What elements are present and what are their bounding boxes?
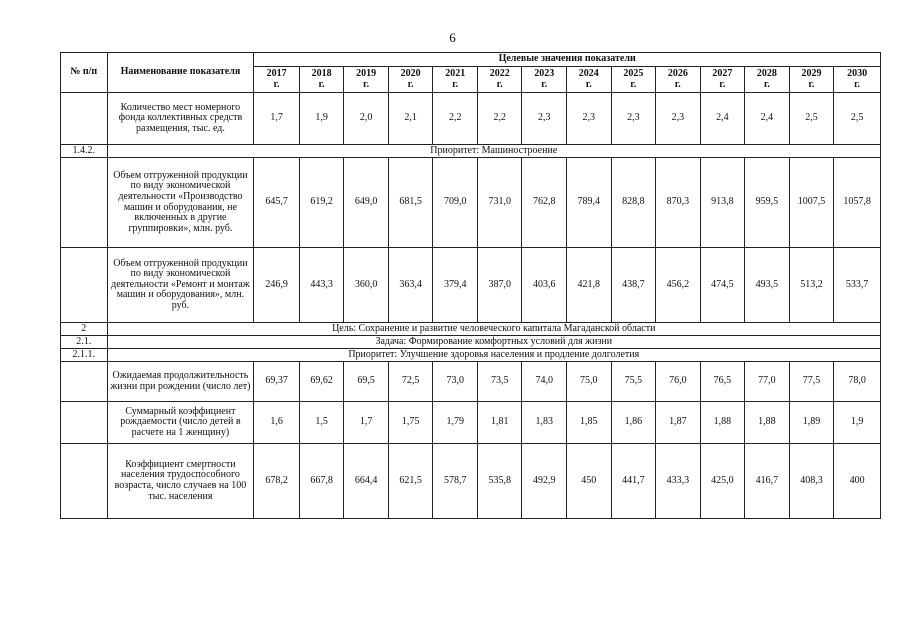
header-year-2018 [299,67,344,93]
value-cell-2020: 621,5 [388,444,433,519]
header-year-label: 2022 [489,67,510,79]
header-year-2027 [700,67,745,93]
value-cell-2020: 72,5 [388,362,433,402]
header-year-label: 2028 [756,67,777,79]
value-cell-2017: 69,37 [254,362,300,402]
value-cell-2020: 363,4 [388,248,433,323]
indicator-name: Ожидаемая продолжительность жизни при рождении (число лет) [107,362,254,402]
row-number [61,93,108,145]
row-number [61,402,108,444]
indicator-row [61,402,881,444]
value-cell-2019: 649,0 [344,158,389,248]
value-cell-2028: 493,5 [745,248,790,323]
row-number [61,362,108,402]
value-cell-2027: 425,0 [700,444,745,519]
value-cell-2023: 403,6 [522,248,567,323]
value-cell-2021: 709,0 [433,158,478,248]
header-year-suffix: г. [318,78,325,90]
value-cell-2020: 681,5 [388,158,433,248]
value-cell-2018: 69,62 [299,362,344,402]
value-cell-2018: 619,2 [299,158,344,248]
header-year-suffix: г. [452,78,459,90]
value-cell-2023: 74,0 [522,362,567,402]
value-cell-2021: 578,7 [433,444,478,519]
value-cell-2030: 1,9 [834,402,881,444]
value-cell-2017: 678,2 [254,444,300,519]
value-cell-2025: 828,8 [611,158,656,248]
header-year-2030 [834,67,881,93]
value-cell-2029: 408,3 [789,444,834,519]
value-cell-2027: 474,5 [700,248,745,323]
row-number: 2 [61,323,108,336]
indicator-name: Объем отгруженной продукции по виду экономической деятельности «Производство машин и оборудования, не включенных в другие группировки», млн. руб. [107,158,254,248]
value-cell-2030: 1057,8 [834,158,881,248]
value-cell-2021: 73,0 [433,362,478,402]
header-year-2022 [477,67,522,93]
value-cell-2024: 450 [567,444,612,519]
indicator-name: Объем отгруженной продукции по виду экономической деятельности «Ремонт и монтаж машин и оборудования», млн. руб. [107,248,254,323]
value-cell-2030: 400 [834,444,881,519]
section-row [61,336,881,349]
header-targets-title: Целевые значения показатели [254,53,881,67]
value-cell-2020: 2,1 [388,93,433,145]
header-year-2021 [433,67,478,93]
header-year-label: 2029 [801,67,822,79]
value-cell-2019: 69,5 [344,362,389,402]
indicator-name: Коэффициент смертности населения трудоспособного возраста, число случаев на 100 тыс. населения [107,444,254,519]
header-year-suffix: г. [273,78,280,90]
value-cell-2023: 492,9 [522,444,567,519]
header-year-label: 2025 [623,67,644,79]
section-title: Задача: Формирование комфортных условий для жизни [107,336,880,349]
value-cell-2024: 75,0 [567,362,612,402]
value-cell-2029: 513,2 [789,248,834,323]
header-year-suffix: г. [496,78,503,90]
value-cell-2022: 1,81 [477,402,522,444]
value-cell-2029: 1007,5 [789,158,834,248]
value-cell-2026: 2,3 [656,93,701,145]
value-cell-2018: 443,3 [299,248,344,323]
value-cell-2028: 959,5 [745,158,790,248]
indicator-name: Количество мест номерного фонда коллективных средств размещения, тыс. ед. [107,93,254,145]
value-cell-2026: 433,3 [656,444,701,519]
header-year-2020 [388,67,433,93]
value-cell-2023: 762,8 [522,158,567,248]
value-cell-2028: 1,88 [745,402,790,444]
header-year-label: 2027 [712,67,733,79]
section-row [61,349,881,362]
value-cell-2028: 77,0 [745,362,790,402]
row-number [61,444,108,519]
value-cell-2019: 360,0 [344,248,389,323]
row-number: 2.1.1. [61,349,108,362]
header-year-suffix: г. [719,78,726,90]
value-cell-2030: 78,0 [834,362,881,402]
value-cell-2024: 421,8 [567,248,612,323]
value-cell-2030: 533,7 [834,248,881,323]
value-cell-2027: 1,88 [700,402,745,444]
value-cell-2023: 1,83 [522,402,567,444]
header-year-suffix: г. [407,78,414,90]
value-cell-2024: 1,85 [567,402,612,444]
section-row [61,145,881,158]
header-year-label: 2026 [667,67,688,79]
value-cell-2018: 667,8 [299,444,344,519]
section-title: Приоритет: Улучшение здоровья населения и продление долголетия [107,349,880,362]
value-cell-2021: 1,79 [433,402,478,444]
section-title: Приоритет: Машиностроение [107,145,880,158]
header-year-label: 2019 [356,67,377,79]
row-number: 1.4.2. [61,145,108,158]
header-year-2017 [254,67,300,93]
indicator-row [61,362,881,402]
header-year-2028 [745,67,790,93]
header-year-2025 [611,67,656,93]
value-cell-2026: 870,3 [656,158,701,248]
indicator-row [61,93,881,145]
header-no: № п/п [61,53,108,93]
value-cell-2017: 1,7 [254,93,300,145]
value-cell-2019: 2,0 [344,93,389,145]
value-cell-2026: 76,0 [656,362,701,402]
value-cell-2019: 1,7 [344,402,389,444]
header-year-2019 [344,67,389,93]
indicator-row [61,248,881,323]
header-year-2026 [656,67,701,93]
value-cell-2029: 2,5 [789,93,834,145]
row-number: 2.1. [61,336,108,349]
section-title: Цель: Сохранение и развитие человеческого капитала Магаданской области [107,323,880,336]
value-cell-2025: 438,7 [611,248,656,323]
header-year-label: 2023 [534,67,555,79]
value-cell-2025: 75,5 [611,362,656,402]
value-cell-2019: 664,4 [344,444,389,519]
value-cell-2018: 1,5 [299,402,344,444]
indicator-name: Суммарный коэффициент рождаемости (число детей в расчете на 1 женщину) [107,402,254,444]
value-cell-2028: 2,4 [745,93,790,145]
value-cell-2027: 913,8 [700,158,745,248]
value-cell-2017: 645,7 [254,158,300,248]
header-year-label: 2017 [266,67,287,79]
header-year-suffix: г. [585,78,592,90]
header-year-label: 2020 [400,67,421,79]
header-name: Наименование показателя [107,53,254,93]
value-cell-2022: 535,8 [477,444,522,519]
value-cell-2028: 416,7 [745,444,790,519]
header-year-suffix: г. [363,78,370,90]
header-year-suffix: г. [854,78,861,90]
value-cell-2029: 77,5 [789,362,834,402]
header-year-2029 [789,67,834,93]
value-cell-2025: 1,86 [611,402,656,444]
header-year-2023 [522,67,567,93]
value-cell-2026: 456,2 [656,248,701,323]
header-year-label: 2030 [847,67,868,79]
value-cell-2029: 1,89 [789,402,834,444]
value-cell-2022: 387,0 [477,248,522,323]
value-cell-2023: 2,3 [522,93,567,145]
value-cell-2022: 731,0 [477,158,522,248]
value-cell-2017: 246,9 [254,248,300,323]
row-number [61,248,108,323]
section-row [61,323,881,336]
target-indicators-table [60,52,881,519]
page-number: 6 [449,30,456,45]
value-cell-2022: 2,2 [477,93,522,145]
value-cell-2026: 1,87 [656,402,701,444]
value-cell-2022: 73,5 [477,362,522,402]
header-year-suffix: г. [630,78,637,90]
value-cell-2027: 76,5 [700,362,745,402]
value-cell-2021: 379,4 [433,248,478,323]
header-year-suffix: г. [674,78,681,90]
indicator-row [61,444,881,519]
header-year-2024 [567,67,612,93]
header-year-label: 2018 [311,67,332,79]
header-year-label: 2024 [578,67,599,79]
value-cell-2020: 1,75 [388,402,433,444]
value-cell-2025: 2,3 [611,93,656,145]
value-cell-2030: 2,5 [834,93,881,145]
header-year-suffix: г. [763,78,770,90]
value-cell-2021: 2,2 [433,93,478,145]
header-year-suffix: г. [808,78,815,90]
header-year-label: 2021 [445,67,466,79]
value-cell-2024: 789,4 [567,158,612,248]
indicator-row [61,158,881,248]
header-year-suffix: г. [541,78,548,90]
value-cell-2024: 2,3 [567,93,612,145]
value-cell-2017: 1,6 [254,402,300,444]
value-cell-2018: 1,9 [299,93,344,145]
value-cell-2025: 441,7 [611,444,656,519]
row-number [61,158,108,248]
value-cell-2027: 2,4 [700,93,745,145]
